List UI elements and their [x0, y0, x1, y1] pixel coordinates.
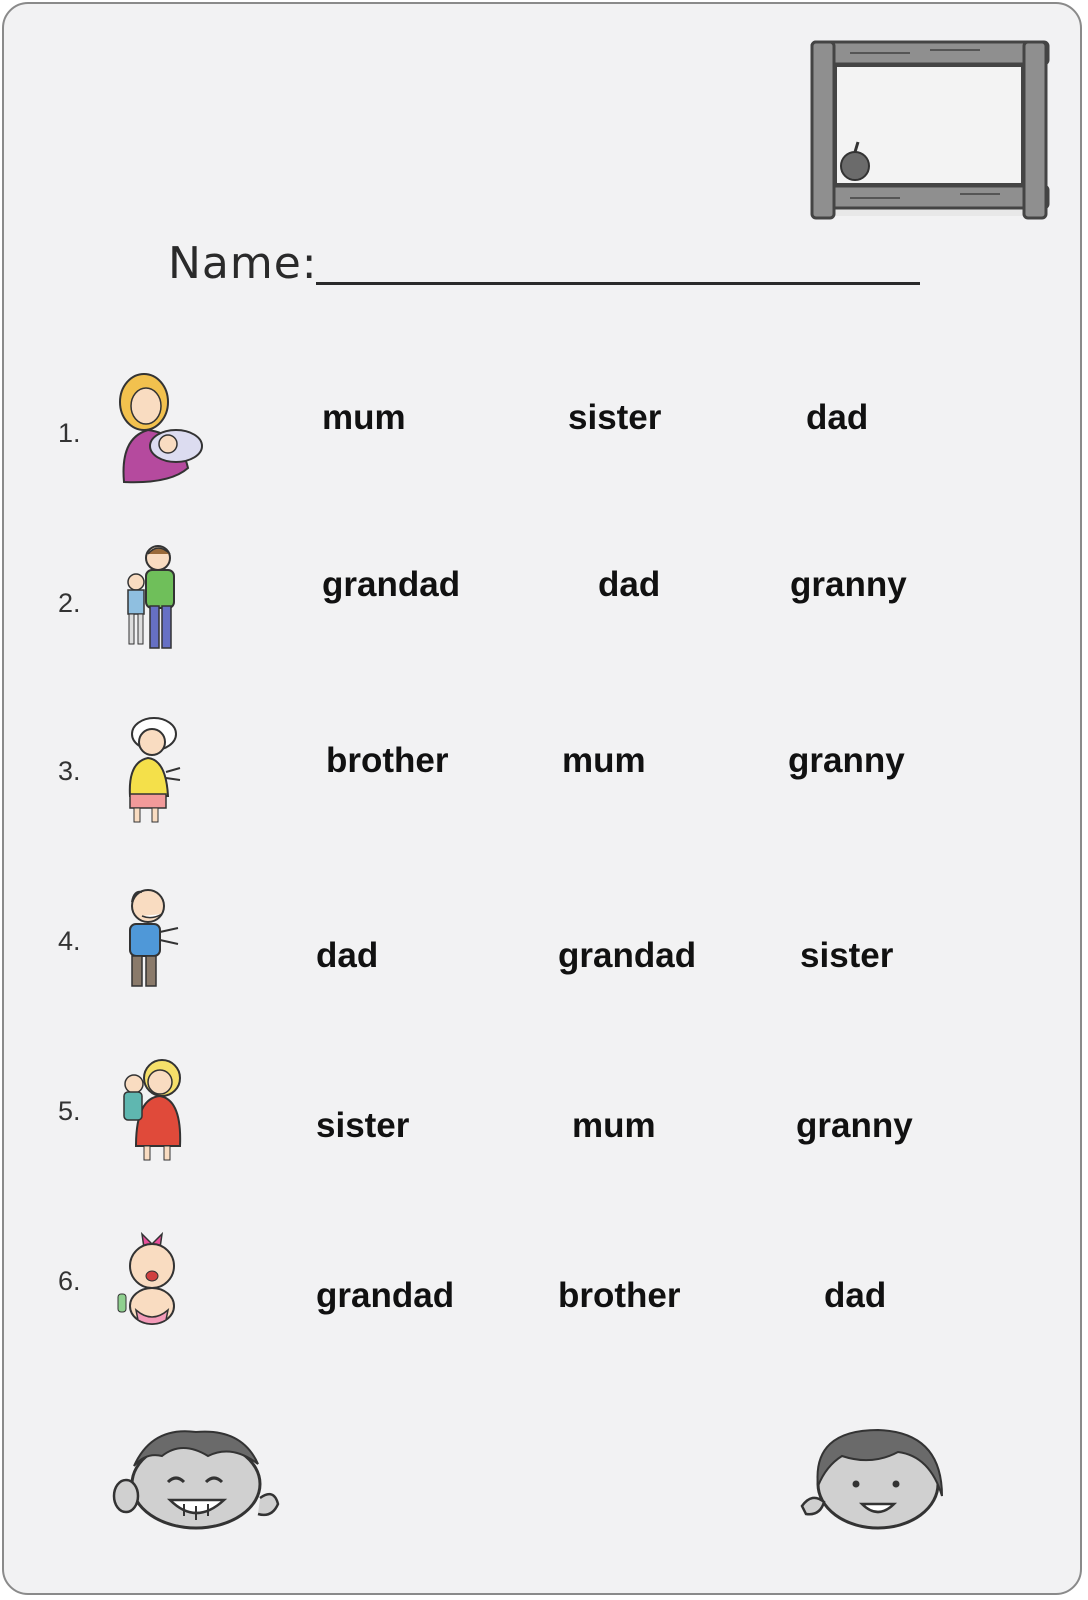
smiling-girl-face-icon [792, 1426, 962, 1530]
item-number: 6. [58, 1266, 81, 1296]
baby-icon [112, 1226, 192, 1338]
choice-word[interactable]: dad [316, 936, 379, 975]
choice-word[interactable]: dad [806, 398, 869, 437]
grandfather-icon [112, 886, 192, 998]
choice-word[interactable]: grandad [558, 936, 697, 975]
item-number: 1. [58, 418, 81, 448]
choice-word[interactable]: granny [790, 565, 907, 604]
name-label: Name: [168, 238, 318, 289]
name-write-line[interactable] [316, 282, 920, 285]
choice-word[interactable]: granny [796, 1106, 913, 1145]
wooden-frame-with-apple-icon [810, 36, 1050, 226]
choice-word[interactable]: grandad [322, 565, 461, 604]
choice-word[interactable]: brother [558, 1276, 681, 1315]
mother-with-baby-icon [110, 372, 215, 487]
choice-word[interactable]: sister [316, 1106, 410, 1145]
choice-word[interactable]: sister [568, 398, 662, 437]
choice-word[interactable]: dad [824, 1276, 887, 1315]
choice-word[interactable]: grandad [316, 1276, 455, 1315]
choice-word[interactable]: mum [572, 1106, 656, 1145]
choice-word[interactable]: mum [562, 741, 646, 780]
choice-word[interactable]: dad [598, 565, 661, 604]
item-number: 3. [58, 756, 81, 786]
grandmother-icon [112, 716, 192, 828]
smiling-boy-face-icon [112, 1426, 284, 1530]
choice-word[interactable]: mum [322, 398, 406, 437]
item-number: 2. [58, 588, 81, 618]
item-number: 4. [58, 926, 81, 956]
choice-word[interactable]: brother [326, 741, 449, 780]
item-number: 5. [58, 1096, 81, 1126]
father-with-child-icon [114, 544, 194, 656]
choice-word[interactable]: sister [800, 936, 894, 975]
choice-word[interactable]: granny [788, 741, 905, 780]
girl-with-doll-icon [112, 1056, 192, 1168]
